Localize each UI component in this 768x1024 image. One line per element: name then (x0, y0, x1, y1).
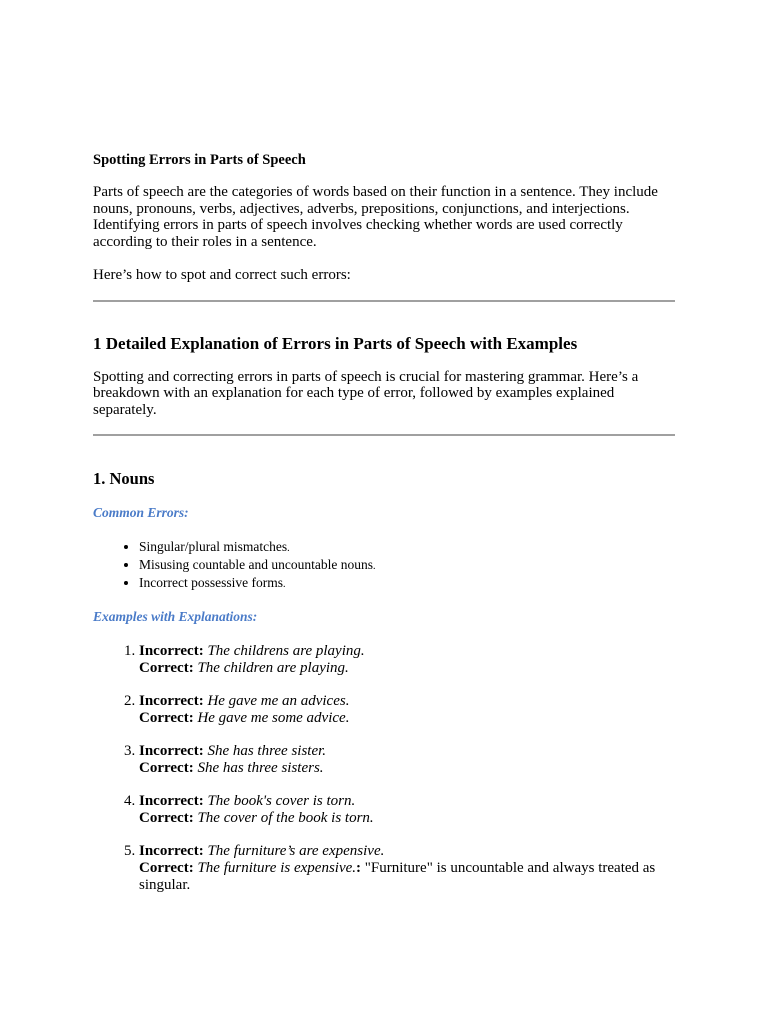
correct-sentence: The furniture is expensive. (197, 860, 357, 876)
how-to-paragraph: Here’s how to spot and correct such errors: (93, 267, 351, 283)
examples-label: Examples with Explanations: (93, 609, 258, 624)
divider (93, 300, 675, 302)
correct-sentence: He gave me some advice. (197, 710, 350, 726)
incorrect-sentence: She has three sister. (207, 743, 327, 759)
incorrect-sentence: The book's cover is torn. (207, 793, 356, 809)
nouns-heading: 1. Nouns (93, 469, 155, 488)
correct-label: Correct: (139, 710, 194, 726)
incorrect-sentence: The furniture’s are expensive. (207, 843, 385, 859)
incorrect-sentence: He gave me an advices. (207, 693, 350, 709)
explanation-note: "Furniture" is uncountable and always treated as singular. (139, 860, 656, 893)
correct-sentence: The cover of the book is torn. (197, 810, 374, 826)
example-item (139, 843, 675, 894)
list-item: • Singular/plural mismatches. (139, 539, 675, 557)
list-item: • Incorrect possessive forms. (139, 575, 675, 593)
example-item (139, 793, 675, 827)
correct-sentence: The children are playing. (197, 660, 349, 676)
incorrect-label: Incorrect: (139, 693, 204, 709)
list-item: • Misusing countable and uncountable nouns. (139, 557, 675, 575)
correct-label: Correct: (139, 860, 194, 876)
colon: : (356, 860, 362, 876)
incorrect-label: Incorrect: (139, 793, 204, 809)
common-errors-label: Common Errors: (93, 505, 189, 520)
example-item (139, 743, 675, 777)
correct-label: Correct: (139, 810, 194, 826)
document-page (93, 151, 675, 894)
incorrect-sentence: The childrens are playing. (207, 643, 365, 659)
correct-sentence: She has three sisters. (197, 760, 324, 776)
section-heading: 1 Detailed Explanation of Errors in Parts of Speech with Examples (93, 333, 578, 353)
examples-list (93, 643, 675, 894)
section-intro: Spotting and correcting errors in parts of speech is crucial for mastering grammar. Here’s a breakdown with an explanation for each type of error, followed by examples explained separately. (93, 368, 639, 418)
example-item (139, 643, 675, 677)
example-item (139, 693, 675, 727)
common-errors-list (93, 539, 675, 593)
incorrect-label: Incorrect: (139, 843, 204, 859)
document-title: Spotting Errors in Parts of Speech (93, 152, 306, 168)
divider (93, 434, 675, 436)
incorrect-label: Incorrect: (139, 743, 204, 759)
correct-label: Correct: (139, 760, 194, 776)
incorrect-label: Incorrect: (139, 643, 204, 659)
intro-paragraph: Parts of speech are the categories of words based on their function in a sentence. They include nouns, pronouns, verbs, adjectives, adverbs, prepositions, conjunctions, and interjections. Identifying errors in parts of speech involves checking whether words are used correctly according to their roles in a sentence. (93, 184, 658, 250)
correct-label: Correct: (139, 660, 194, 676)
